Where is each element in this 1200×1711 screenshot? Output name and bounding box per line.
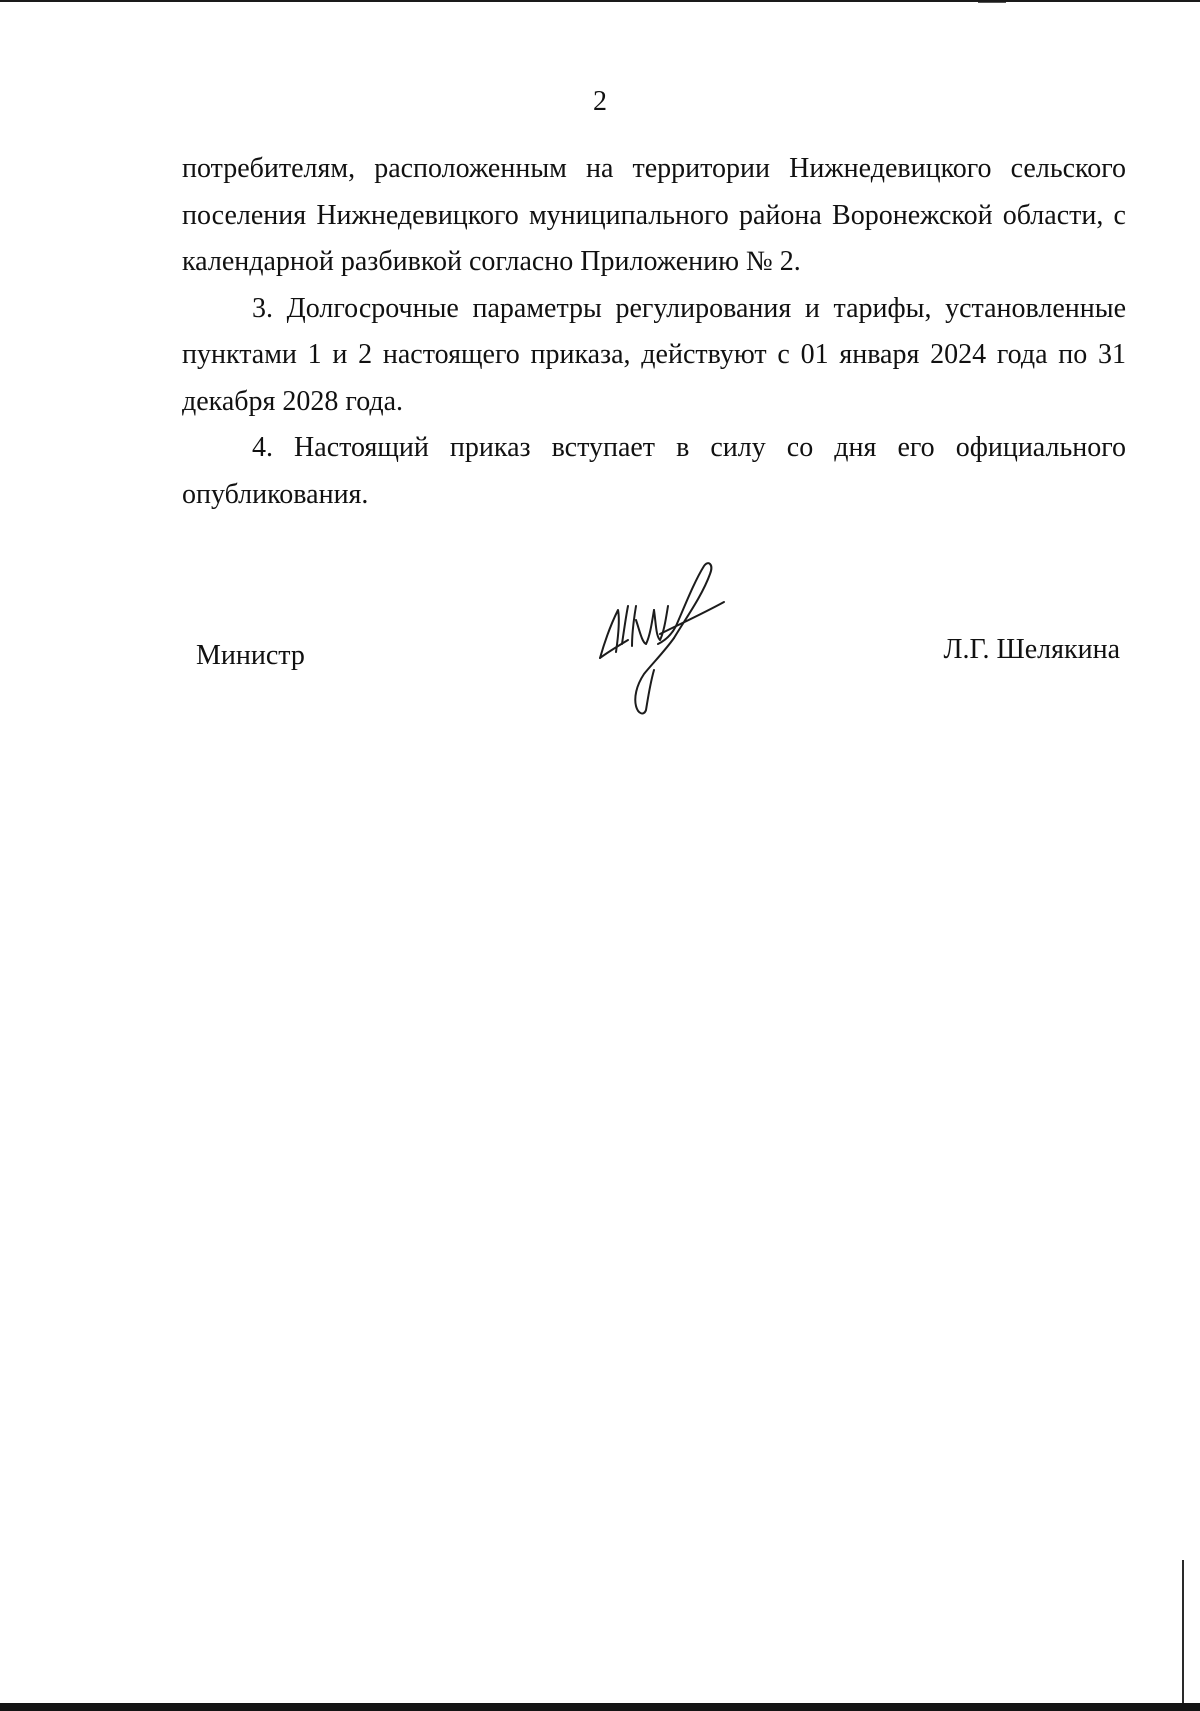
scan-border-bottom	[0, 1703, 1200, 1711]
signatory-name: Л.Г. Шелякина	[943, 634, 1120, 665]
handwritten-signature	[588, 560, 738, 740]
paragraph-item-4: 4. Настоящий приказ вступает в силу со дня его официального опубликования.	[182, 432, 1126, 510]
scan-border-right	[1182, 1560, 1184, 1703]
document-body	[182, 146, 1126, 518]
paragraph-continuation: потребителям, расположенным на территории Нижнедевицкого сельского поселения Нижнедевицкого муниципального района Воронежской области, с календарной разбивкой согласно Приложению № 2.	[182, 153, 1126, 277]
paragraph-item-3: 3. Долгосрочные параметры регулирования и тарифы, установленные пунктами 1 и 2 настоящего приказа, действуют с 01 января 2024 года по 31 декабря 2028 года.	[182, 292, 1126, 417]
signatory-title: Министр	[196, 640, 305, 671]
scan-artifact	[978, 2, 1006, 3]
page-number: 2	[593, 86, 607, 117]
signature-block	[0, 560, 1200, 740]
scan-border-top	[0, 0, 1200, 2]
